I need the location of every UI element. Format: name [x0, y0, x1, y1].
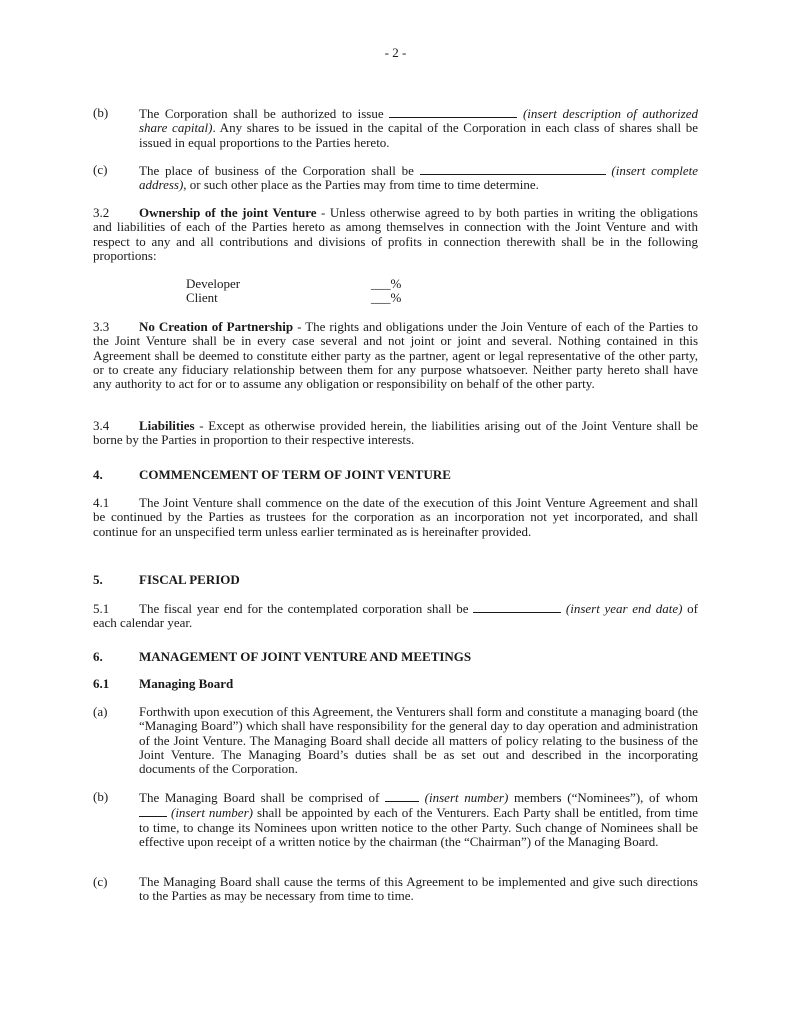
- clause-body: The Managing Board shall be comprised of (insert number) members (“Nominees”), of whom (insert number) shall be appointed by each of the Venturers. Each Party shall be entitled, from time to time, to change its Nominees upon written notice to the other Party. Such change of Nominees shall be effective upon receipt of a written notice by the chairman (the “Chairman”) of the Managing Board.: [139, 790, 699, 849]
- clause-6-1-a: [93, 705, 698, 776]
- section-text: The Joint Venture shall commence on the date of the execution of this Joint Venture Agreement and shall be continued by the Parties as trustees for the corporation as an incorporation not yet incorporated, and shall continue for an unspecified term unless earlier terminated as is hereinafter provided.: [93, 495, 698, 539]
- section-3-4: [93, 419, 698, 448]
- section-number: 4.1: [93, 495, 110, 510]
- proportion-client: Client ___%: [186, 290, 402, 305]
- clause-label: (b): [93, 789, 109, 804]
- clause-label: (c): [93, 874, 108, 889]
- section-title: Ownership of the joint Venture: [139, 205, 317, 220]
- section-4-heading: 4. COMMENCEMENT OF TERM OF JOINT VENTURE: [93, 467, 451, 482]
- clause-label: (a): [93, 704, 108, 719]
- fill-in-blank[interactable]: [385, 790, 419, 802]
- clause-label: (b): [93, 105, 109, 120]
- clause-3-1-c: [93, 163, 698, 193]
- clause-6-1-c: [93, 875, 698, 904]
- clause-6-1-b: [93, 790, 698, 849]
- section-3-2: [93, 206, 698, 263]
- fill-in-blank[interactable]: [389, 106, 517, 118]
- section-5-1: 5.1 The fiscal year end for the contemplated corporation shall be (insert year end date) of each calendar year.: [93, 601, 698, 631]
- section-title: Liabilities: [139, 418, 195, 433]
- clause-body: The Managing Board shall cause the terms of this Agreement to be implemented and give such directions to the Parties as may be necessary from time to time.: [139, 874, 698, 904]
- proportion-developer: Developer ___%: [186, 276, 402, 291]
- section-number: 3.3: [93, 319, 110, 334]
- clause-body: Forthwith upon execution of this Agreement, the Venturers shall form and constitute a managing board (the “Managing Board”) which shall have responsibility for the general day to day operation and administration of the Joint Venture. The Managing Board shall decide all matters of policy relating to the business of the Joint Venture. The Managing Board’s duties shall be as set out and described in the incorporating documents of the Corporation.: [139, 704, 698, 777]
- section-6-heading: 6. MANAGEMENT OF JOINT VENTURE AND MEETINGS: [93, 649, 472, 664]
- clause-3-1-b: [93, 106, 698, 150]
- fill-in-blank[interactable]: [139, 805, 167, 817]
- section-6-1-heading: 6.1 Managing Board: [93, 676, 234, 691]
- page-number: - 2 -: [384, 45, 407, 60]
- section-3-3: [93, 320, 698, 391]
- section-text: - The rights and obligations under the Join Venture of each of the Parties to the Joint Venture shall be in every case several and not joint or joint and several. Nothing contained in this Agreement shall be deemed to constitute either party as the partner, agent or legal representative of the other party, or to create any fiduciary relationship between them for any purpose whatsoever. Neither party hereto shall have any authority to act for or to assume any obligation or responsibility on behalf of the other party.: [93, 319, 698, 392]
- section-title: No Creation of Partnership: [139, 319, 294, 334]
- fill-in-blank[interactable]: [420, 163, 606, 175]
- section-5-heading: 5. FISCAL PERIOD: [93, 572, 240, 587]
- section-text: - Unless otherwise agreed to by both parties in writing the obligations and liabilities of each of the Parties hereto as among themselves in connection with the Joint Venture and with respect to any and all contributions and divisions of profits in connection therewith shall be in the following proportions:: [93, 205, 698, 263]
- section-4-1: [93, 496, 698, 539]
- clause-label: (c): [93, 162, 108, 177]
- section-number: 3.2: [93, 205, 110, 220]
- clause-body: The Corporation shall be authorized to issue (insert description of authorized share capital). Any shares to be issued in the capital of the Corporation in each class of shares shall be issued in equal proportions to the Parties hereto.: [139, 106, 699, 150]
- section-number: 3.4: [93, 418, 110, 433]
- section-number: 5.1: [93, 601, 110, 616]
- clause-body: The place of business of the Corporation shall be (insert complete address), or such other place as the Parties may from time to time determine.: [139, 163, 698, 193]
- fill-in-blank[interactable]: [473, 601, 561, 613]
- section-text: - Except as otherwise provided herein, the liabilities arising out of the Joint Venture shall be borne by the Parties in proportion to their respective interests.: [93, 418, 698, 448]
